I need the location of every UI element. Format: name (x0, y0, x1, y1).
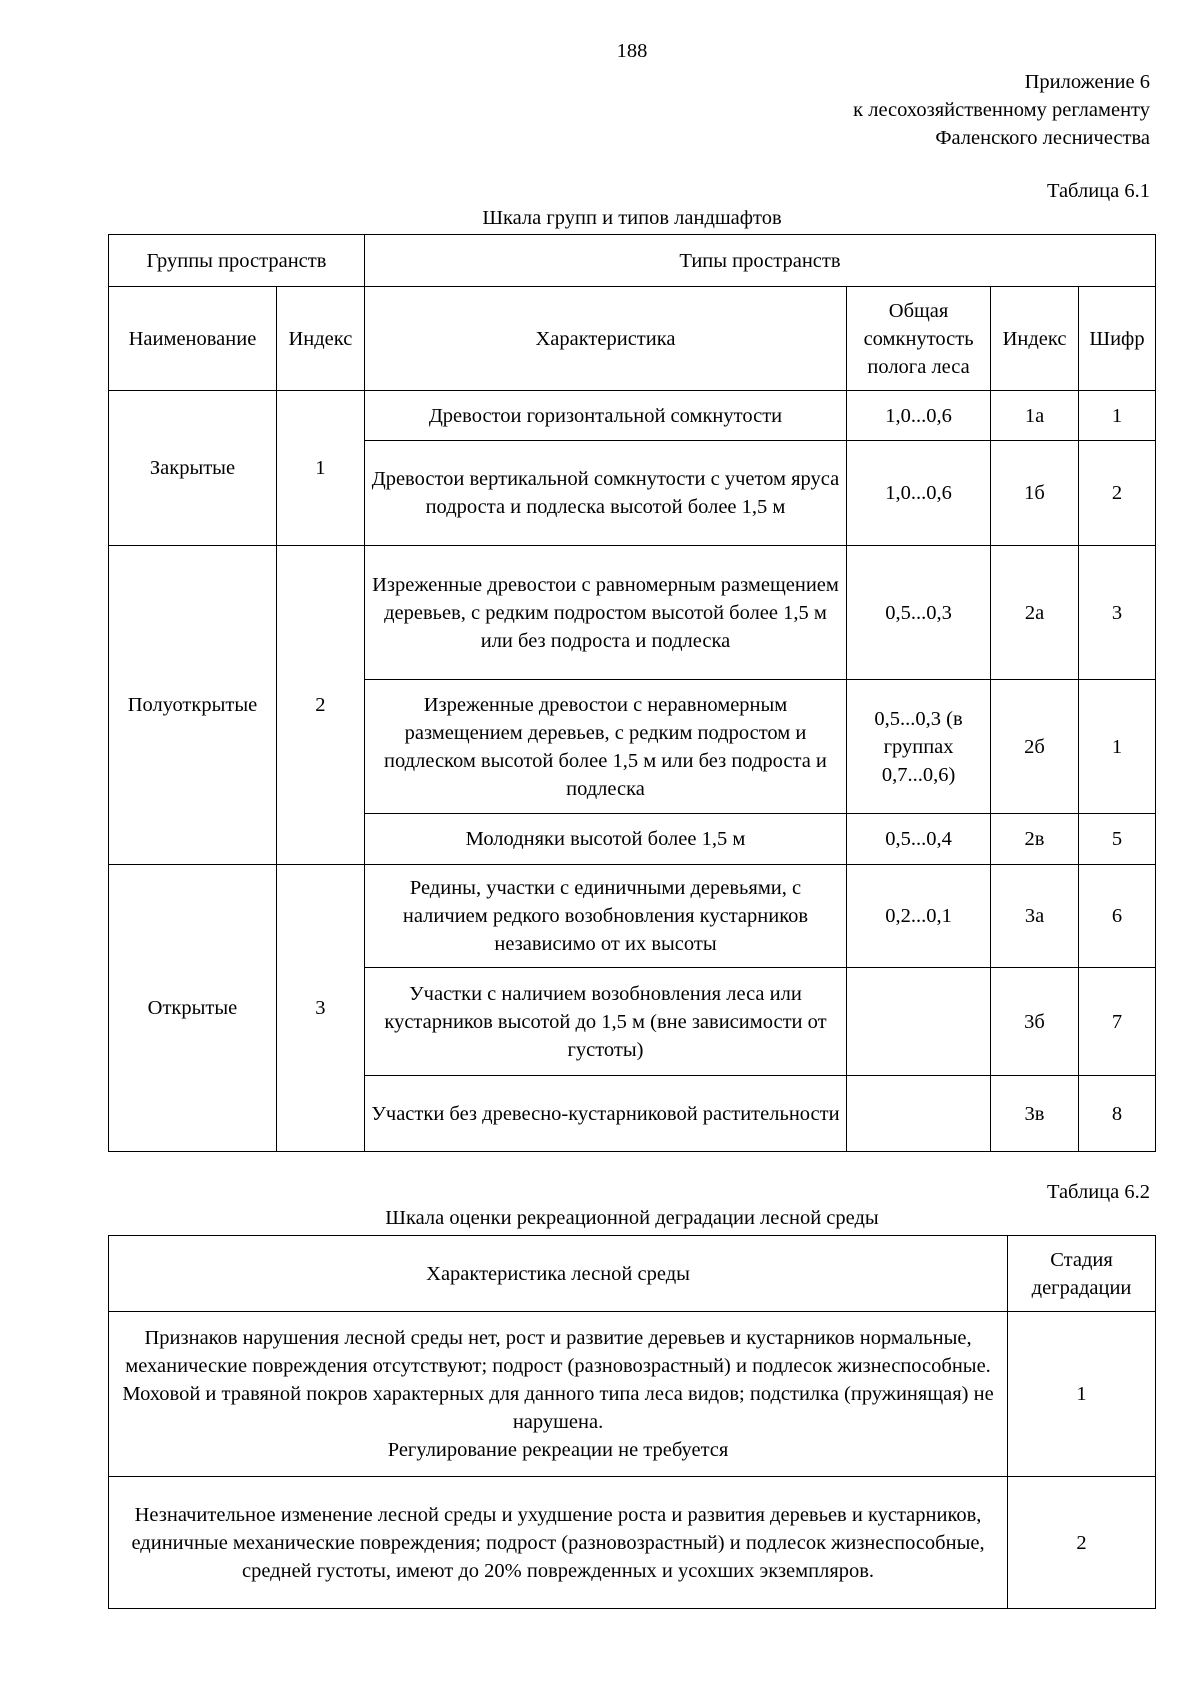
code: 5 (1078, 814, 1155, 865)
type-index: 2в (991, 814, 1079, 865)
header-line: Приложение 6 (1024, 71, 1150, 93)
type-index: 3б (991, 968, 1079, 1076)
appendix-header (853, 68, 1150, 152)
page-number: 188 (616, 40, 648, 62)
characteristic-note: Регулирование рекреации не требуется (387, 1439, 729, 1461)
code: 6 (1078, 865, 1155, 968)
header-cell: Характеристика (364, 287, 846, 391)
characteristic: Молодняки высотой более 1,5 м (364, 814, 846, 865)
group-index: 2 (276, 546, 364, 865)
header-cell: Наименование (109, 287, 277, 391)
code: 8 (1078, 1076, 1155, 1152)
header-line: к лесохозяйственному регламенту (853, 99, 1150, 121)
code: 1 (1078, 391, 1155, 441)
density: 0,5...0,4 (847, 814, 991, 865)
table-row (109, 1312, 1156, 1477)
group-index: 1 (276, 391, 364, 546)
header-cell: Шифр (1078, 287, 1155, 391)
type-index: 1а (991, 391, 1079, 441)
type-index: 1б (991, 441, 1079, 546)
header-cell: Характеристика лесной среды (109, 1236, 1008, 1312)
characteristic: Редины, участки с единичными деревьями, с наличием редкого возобновления кустарников независимо от их высоты (364, 865, 846, 968)
type-index: 3в (991, 1076, 1079, 1152)
code: 2 (1078, 441, 1155, 546)
header-cell: Общая сомкнутость полога леса (847, 287, 991, 391)
stage: 1 (1008, 1312, 1156, 1477)
header-line: Фаленского лесничества (935, 127, 1150, 149)
degradation-table (108, 1235, 1156, 1609)
table-row (109, 391, 1156, 441)
table-row (109, 865, 1156, 968)
characteristic: Древостои горизонтальной сомкнутости (364, 391, 846, 441)
type-index: 2б (991, 680, 1079, 814)
characteristic (109, 1312, 1008, 1477)
type-index: 3а (991, 865, 1079, 968)
type-index: 2а (991, 546, 1079, 680)
table-row (109, 546, 1156, 680)
table-number: Таблица 6.2 (1046, 1181, 1150, 1203)
characteristic: Незначительное изменение лесной среды и ухудшение роста и развития деревьев и кустарников, единичные механические повреждения; подрост (разновозрастный) и подлесок жизнеспособные, средней густоты, имеют до 20% поврежденных и усохших экземпляров. (109, 1477, 1008, 1609)
group-name: Полуоткрытые (109, 546, 277, 865)
characteristic: Участки с наличием возобновления леса или кустарников высотой до 1,5 м (вне зависимости от густоты) (364, 968, 846, 1076)
characteristic: Участки без древесно-кустарниковой растительности (364, 1076, 846, 1152)
table-number: Таблица 6.1 (1046, 180, 1150, 202)
landscape-table (108, 234, 1156, 1152)
header-cell: Индекс (991, 287, 1079, 391)
header-cell: Типы пространств (364, 235, 1155, 287)
density (847, 968, 991, 1076)
density: 0,5...0,3 (847, 546, 991, 680)
density: 0,2...0,1 (847, 865, 991, 968)
characteristic: Изреженные древостои с равномерным размещением деревьев, с редким подростом высотой более 1,5 м или без подроста и подлеска (364, 546, 846, 680)
density: 1,0...0,6 (847, 391, 991, 441)
characteristic: Древостои вертикальной сомкнутости с учетом яруса подроста и подлеска высотой более 1,5 м (364, 441, 846, 546)
density: 0,5...0,3 (в группах 0,7...0,6) (847, 680, 991, 814)
density (847, 1076, 991, 1152)
code: 7 (1078, 968, 1155, 1076)
group-name: Открытые (109, 865, 277, 1152)
group-name: Закрытые (109, 391, 277, 546)
stage: 2 (1008, 1477, 1156, 1609)
table-caption: Шкала оценки рекреационной деградации лесной среды (385, 1207, 879, 1229)
table-row (109, 1477, 1156, 1609)
characteristic-text: Признаков нарушения лесной среды нет, рост и развитие деревьев и кустарников нормальные, механические повреждения отсутствуют; подрост (разновозрастный) и подлесок жизнеспособные. Моховой и травяной покров характерных для данного типа леса видов; подстилка (пружинящая) не нарушена. (122, 1327, 994, 1433)
characteristic: Изреженные древостои с неравномерным размещением деревьев, с редким подростом и подлеском высотой более 1,5 м или без подроста и подлеска (364, 680, 846, 814)
code: 3 (1078, 546, 1155, 680)
code: 1 (1078, 680, 1155, 814)
group-index: 3 (276, 865, 364, 1152)
header-cell: Индекс (276, 287, 364, 391)
density: 1,0...0,6 (847, 441, 991, 546)
header-cell: Стадия деградации (1008, 1236, 1156, 1312)
header-cell: Группы пространств (109, 235, 365, 287)
table-caption: Шкала групп и типов ландшафтов (482, 207, 782, 229)
